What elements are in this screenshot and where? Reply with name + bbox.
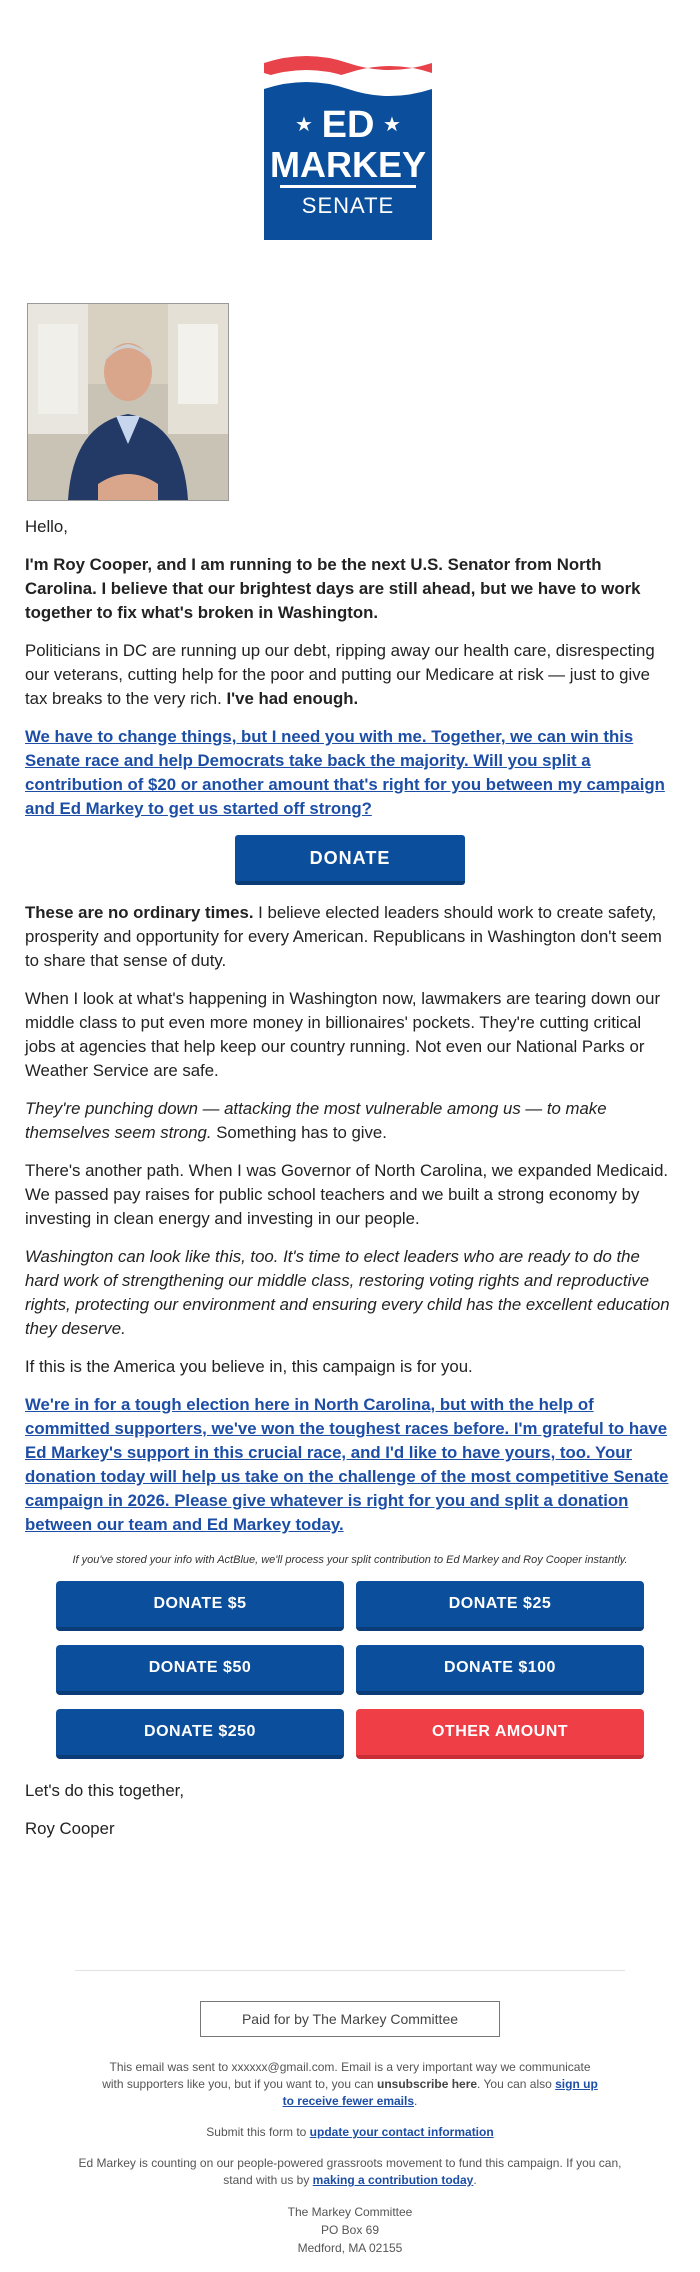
grassroots-text-2: .: [473, 2173, 477, 2187]
candidate-photo: [27, 303, 229, 501]
donate-link-2[interactable]: We're in for a tough election here in North Carolina, but with the help of committed supporters, we've won the toughest races before. I'm grateful to have Ed Markey's support in this crucial race, and I'd like to have yours, too. Your donation today will help us take on the challenge of the most competitive Senate campaign in 2026. Please give whatever is right for you and split a donation between our team and Ed Markey today.: [25, 1395, 669, 1534]
donate-5-button[interactable]: DONATE $5: [56, 1581, 344, 1631]
grassroots-notice: [70, 2155, 630, 2189]
paid-for-by: Paid for by The Markey Committee: [200, 2001, 500, 2037]
other-amount-button[interactable]: OTHER AMOUNT: [356, 1709, 644, 1759]
paragraph-5-text: Something has to give.: [211, 1123, 387, 1142]
contact-form-text: Submit this form to: [206, 2125, 310, 2139]
contact-form-notice: [0, 2124, 700, 2141]
logo-line3: SENATE: [301, 193, 395, 218]
signature: Roy Cooper: [25, 1819, 115, 1838]
ed-markey-senate-logo: [262, 55, 434, 240]
donate-250-button[interactable]: DONATE $250: [56, 1709, 344, 1759]
email-content: [25, 515, 675, 1855]
donate-25-button[interactable]: DONATE $25: [356, 1581, 644, 1631]
sent-to-text: This email was sent to xxxxxx@gmail.com. Email is a very important way we communicate with supporters like you, but if you want to, you can: [102, 2060, 591, 2091]
address-line-2: PO Box 69: [320, 2223, 380, 2237]
paragraph-2-text: Politicians in DC are running up our debt, ripping away our health care, disrespecting our veterans, cutting help for the poor and putting our Medicare at risk — just to give tax breaks to the very rich.: [25, 641, 655, 708]
star-icon: ★: [295, 114, 313, 136]
fewer-emails-link[interactable]: sign up to receive fewer emails: [282, 2077, 598, 2108]
logo-line2: MARKEY: [269, 144, 427, 185]
intro-paragraph: I'm Roy Cooper, and I am running to be the next U.S. Senator from North Carolina. I believe that our brightest days are still ahead, but we have to work together to fix what's broken in Washington.: [25, 555, 641, 622]
paragraph-3: [25, 901, 675, 973]
paragraph-5-italic: They're punching down — attacking the most vulnerable among us — to make themselves seem strong.: [25, 1099, 607, 1142]
sent-to-text-3: .: [414, 2094, 418, 2108]
paragraph-5: [25, 1097, 675, 1145]
donate-link-1[interactable]: We have to change things, but I need you with me. Together, we can win this Senate race and help Democrats take back the majority. Will you split a contribution of $20 or another amount that's right for you between my campaign and Ed Markey to get us started off strong?: [25, 727, 665, 818]
portrait-photo-icon: [28, 304, 228, 500]
divider: [75, 1970, 625, 1971]
paragraph-7: Washington can look like this, too. It's time to elect leaders who are ready to do the hard work of strengthening our middle class, restoring voting rights and reproductive rights, protecting our environment and ensuring every child has the excellent education they deserve.: [25, 1247, 670, 1338]
signoff: Let's do this together,: [25, 1781, 185, 1800]
paragraph-2-bold: I've had enough.: [226, 689, 359, 708]
grassroots-text: Ed Markey is counting on our people-powered grassroots movement to fund this campaign. If you can, stand with us by: [78, 2156, 622, 2187]
greeting: Hello,: [25, 517, 68, 536]
sent-to-notice: [100, 2059, 600, 2110]
sent-to-text-2: . You can also: [477, 2077, 556, 2091]
email-footer: [0, 1970, 700, 2257]
mailing-address: [0, 2203, 700, 2257]
donate-100-button[interactable]: DONATE $100: [356, 1645, 644, 1695]
donate-button[interactable]: DONATE: [235, 835, 465, 885]
donate-50-button[interactable]: DONATE $50: [56, 1645, 344, 1695]
paragraph-4: When I look at what's happening in Washington now, lawmakers are tearing down our middle class to put even more money in billionaires' pockets. They're cutting critical jobs at agencies that help keep our country running. Not even our National Parks or Weather Service are safe.: [25, 989, 661, 1080]
paragraph-8: If this is the America you believe in, this campaign is for you.: [25, 1357, 473, 1376]
donate-button-grid: [56, 1581, 675, 1759]
paragraph-3-text: I believe elected leaders should work to create safety, prosperity and opportunity for every American. Republicans in Washington don't seem to share that sense of duty.: [25, 903, 662, 970]
contribution-link[interactable]: making a contribution today: [312, 2173, 474, 2187]
logo-line1: ED: [321, 104, 375, 146]
address-line-3: Medford, MA 02155: [297, 2241, 403, 2255]
paragraph-2: [25, 639, 675, 711]
star-icon: ★: [383, 114, 401, 136]
update-contact-link[interactable]: update your contact information: [309, 2125, 494, 2139]
actblue-note: If you've stored your info with ActBlue, we'll process your split contribution to Ed Markey and Roy Cooper instantly.: [72, 1554, 628, 1566]
paragraph-3-bold: These are no ordinary times.: [25, 903, 254, 922]
address-line-1: The Markey Committee: [287, 2205, 413, 2219]
unsubscribe-link[interactable]: unsubscribe here: [377, 2077, 478, 2091]
paragraph-6: There's another path. When I was Governor of North Carolina, we expanded Medicaid. We passed pay raises for public school teachers and we built a strong economy by investing in clean energy and investing in our people.: [25, 1161, 669, 1228]
